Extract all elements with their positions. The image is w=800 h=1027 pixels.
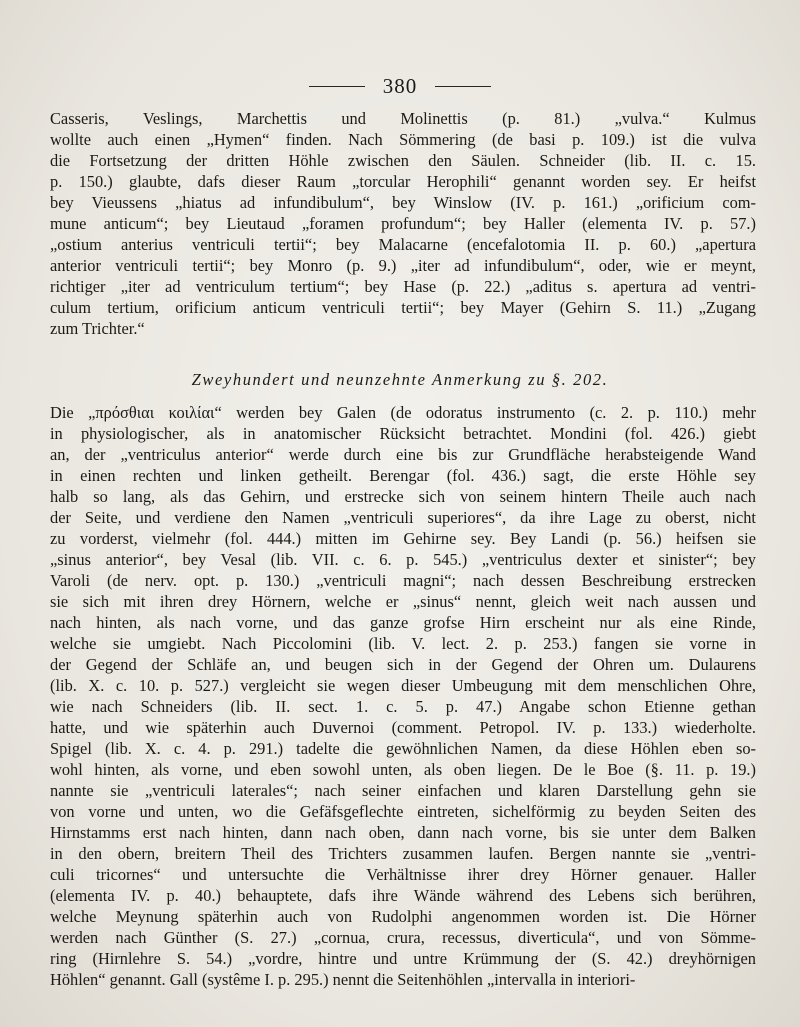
text-line: halb so lang, als das Gehirn, und erstrecke sich von seinem hintern Theile auch nach	[50, 487, 756, 506]
text-line: Die „πρόσθιαι κοιλίαι“ werden bey Galen (de odoratus instrumento (c. 2. p. 110.) mehr	[50, 403, 756, 422]
text-line: anterior ventriculi tertii“; bey Monro (p. 9.) „iter ad infundibulum“, oder, wie er meynt,	[50, 256, 756, 275]
text-line: hatte, und wie späterhin auch Duvernoi (comment. Petropol. IV. p. 133.) wiederholte.	[50, 718, 756, 737]
text-line: in physiologischer, als in anatomischer Rücksicht betrachtet. Mondini (fol. 426.) giebt	[50, 424, 756, 443]
header-rule-left	[309, 86, 365, 87]
text-line: nannte sie „ventriculi laterales“; nach seiner einfachen und klaren Darstellung gehn sie	[50, 781, 756, 800]
text-line: (lib. X. c. 10. p. 527.) vergleicht sie wegen dieser Umbeugung mit dem menschlichen Ohre,	[50, 676, 756, 695]
text-line: sie sich mit ihren drey Hörnern, welche er „sinus“ nennt, gleich weit nach aussen und	[50, 592, 756, 611]
text-line: Hirnstamms erst nach hinten, dann nach oben, dann nach vorne, bis sie unter dem Balken	[50, 823, 756, 842]
text-line: Spigel (lib. X. c. 4. p. 291.) tadelte die gewöhnlichen Namen, da diese Höhlen eben so-	[50, 739, 756, 758]
text-line: in einen rechten und linken getheilt. Berengar (fol. 436.) sagt, die erste Höhle sey	[50, 466, 756, 485]
text-line: der Seite, und verdiene den Namen „ventriculi superiores“, da ihre Lage zu oberst, nicht	[50, 508, 756, 527]
text-line: Varoli (de nerv. opt. p. 130.) „ventriculi magni“; nach dessen Beschreibung erstrecken	[50, 571, 756, 590]
continued-note-text	[50, 108, 756, 339]
text-line: Casseris, Veslings, Marchettis und Molinettis (p. 81.) „vulva.“ Kulmus	[50, 109, 756, 128]
text-line: welche sie umgiebt. Nach Piccolomini (lib. V. lect. 2. p. 253.) fangen sie vorne in	[50, 634, 756, 653]
text-line: richtiger „iter ad ventriculum tertium“; bey Hase (p. 22.) „aditus s. apertura ad ventri-	[50, 277, 756, 296]
text-line: wollte auch einen „Hymen“ finden. Nach Sömmering (de basi p. 109.) ist die vulva	[50, 130, 756, 149]
text-line: welche Meynung späterhin auch von Rudolphi angenommen worden ist. Die Hörner	[50, 907, 756, 926]
note-219-text	[50, 402, 756, 990]
section-title: Zweyhundert und neunzehnte Anmerkung zu §. 202.	[191, 370, 609, 389]
text-line: ring (Hirnlehre S. 54.) „vordre, hintre und untre Krümmung der (S. 42.) dreyhörnigen	[50, 949, 756, 968]
page-header	[0, 74, 800, 99]
text-line: von vorne und unten, wo die Gefäfsgeflechte eintreten, sichelförmig zu beyden Seiten des	[50, 802, 756, 821]
text-line: in den obern, breitern Theil des Trichters zusammen laufen. Bergen nannte sie „ventri-	[50, 844, 756, 863]
text-line: wie nach Schneiders (lib. II. sect. 1. c. 5. p. 47.) Angabe schon Etienne gethan	[50, 697, 756, 716]
text-line: culi tricornes“ und untersuchte die Verhältnisse ihrer drey Hörner genauer. Haller	[50, 865, 756, 884]
text-line: mune anticum“; bey Lieutaud „foramen profundum“; bey Haller (elementa IV. p. 57.)	[50, 214, 756, 233]
text-line: wohl hinten, als vorne, und eben sowohl unten, als oben liegen. De le Boe (§. 11. p. 19.)	[50, 760, 756, 779]
text-line: p. 150.) glaubte, dafs dieser Raum „torcular Herophili“ genannt worden sey. Er heifst	[50, 172, 756, 191]
header-rule-right	[435, 86, 491, 87]
text-line: zu vorderst, vielmehr (fol. 444.) mitten im Gehirne sey. Bey Landi (p. 56.) heifsen sie	[50, 529, 756, 548]
page-number: 380	[382, 74, 418, 98]
text-line: (elementa IV. p. 40.) behauptete, dafs ihre Wände während des Lebens sich berühren,	[50, 886, 756, 905]
text-line: werden nach Günther (S. 27.) „cornua, crura, recessus, diverticula“, und von Sömme-	[50, 928, 756, 947]
text-line: Höhlen“ genannt. Gall (systême I. p. 295.) nennt die Seitenhöhlen „intervalla in interiori-	[50, 970, 636, 989]
text-line: zum Trichter.“	[50, 319, 145, 338]
text-line: bey Vieussens „hiatus ad infundibulum“, bey Winslow (IV. p. 161.) „orificium com-	[50, 193, 756, 212]
text-line: der Gegend der Schläfe an, und beugen sich in der Gegend der Ohren um. Dulaurens	[50, 655, 756, 674]
text-line: culum tertium, orificium anticum ventriculi tertii“; bey Mayer (Gehirn S. 11.) „Zugang	[50, 298, 756, 317]
text-line: nach hinten, als nach vorne, und das ganze grofse Hirn erscheint nur als eine Rinde,	[50, 613, 756, 632]
text-line: „sinus anterior“, bey Vesal (lib. VII. c. 6. p. 545.) „ventriculus dexter et sinister“; bey	[50, 550, 756, 569]
text-line: „ostium anterius ventriculi tertii“; bey Malacarne (encefalotomia II. p. 60.) „apertura	[50, 235, 756, 254]
text-line: die Fortsetzung der dritten Höhle zwischen den Säulen. Schneider (lib. II. c. 15.	[50, 151, 756, 170]
text-line: an, der „ventriculus anterior“ werde durch eine bis zur Grundfläche herabsteigende Wand	[50, 445, 756, 464]
